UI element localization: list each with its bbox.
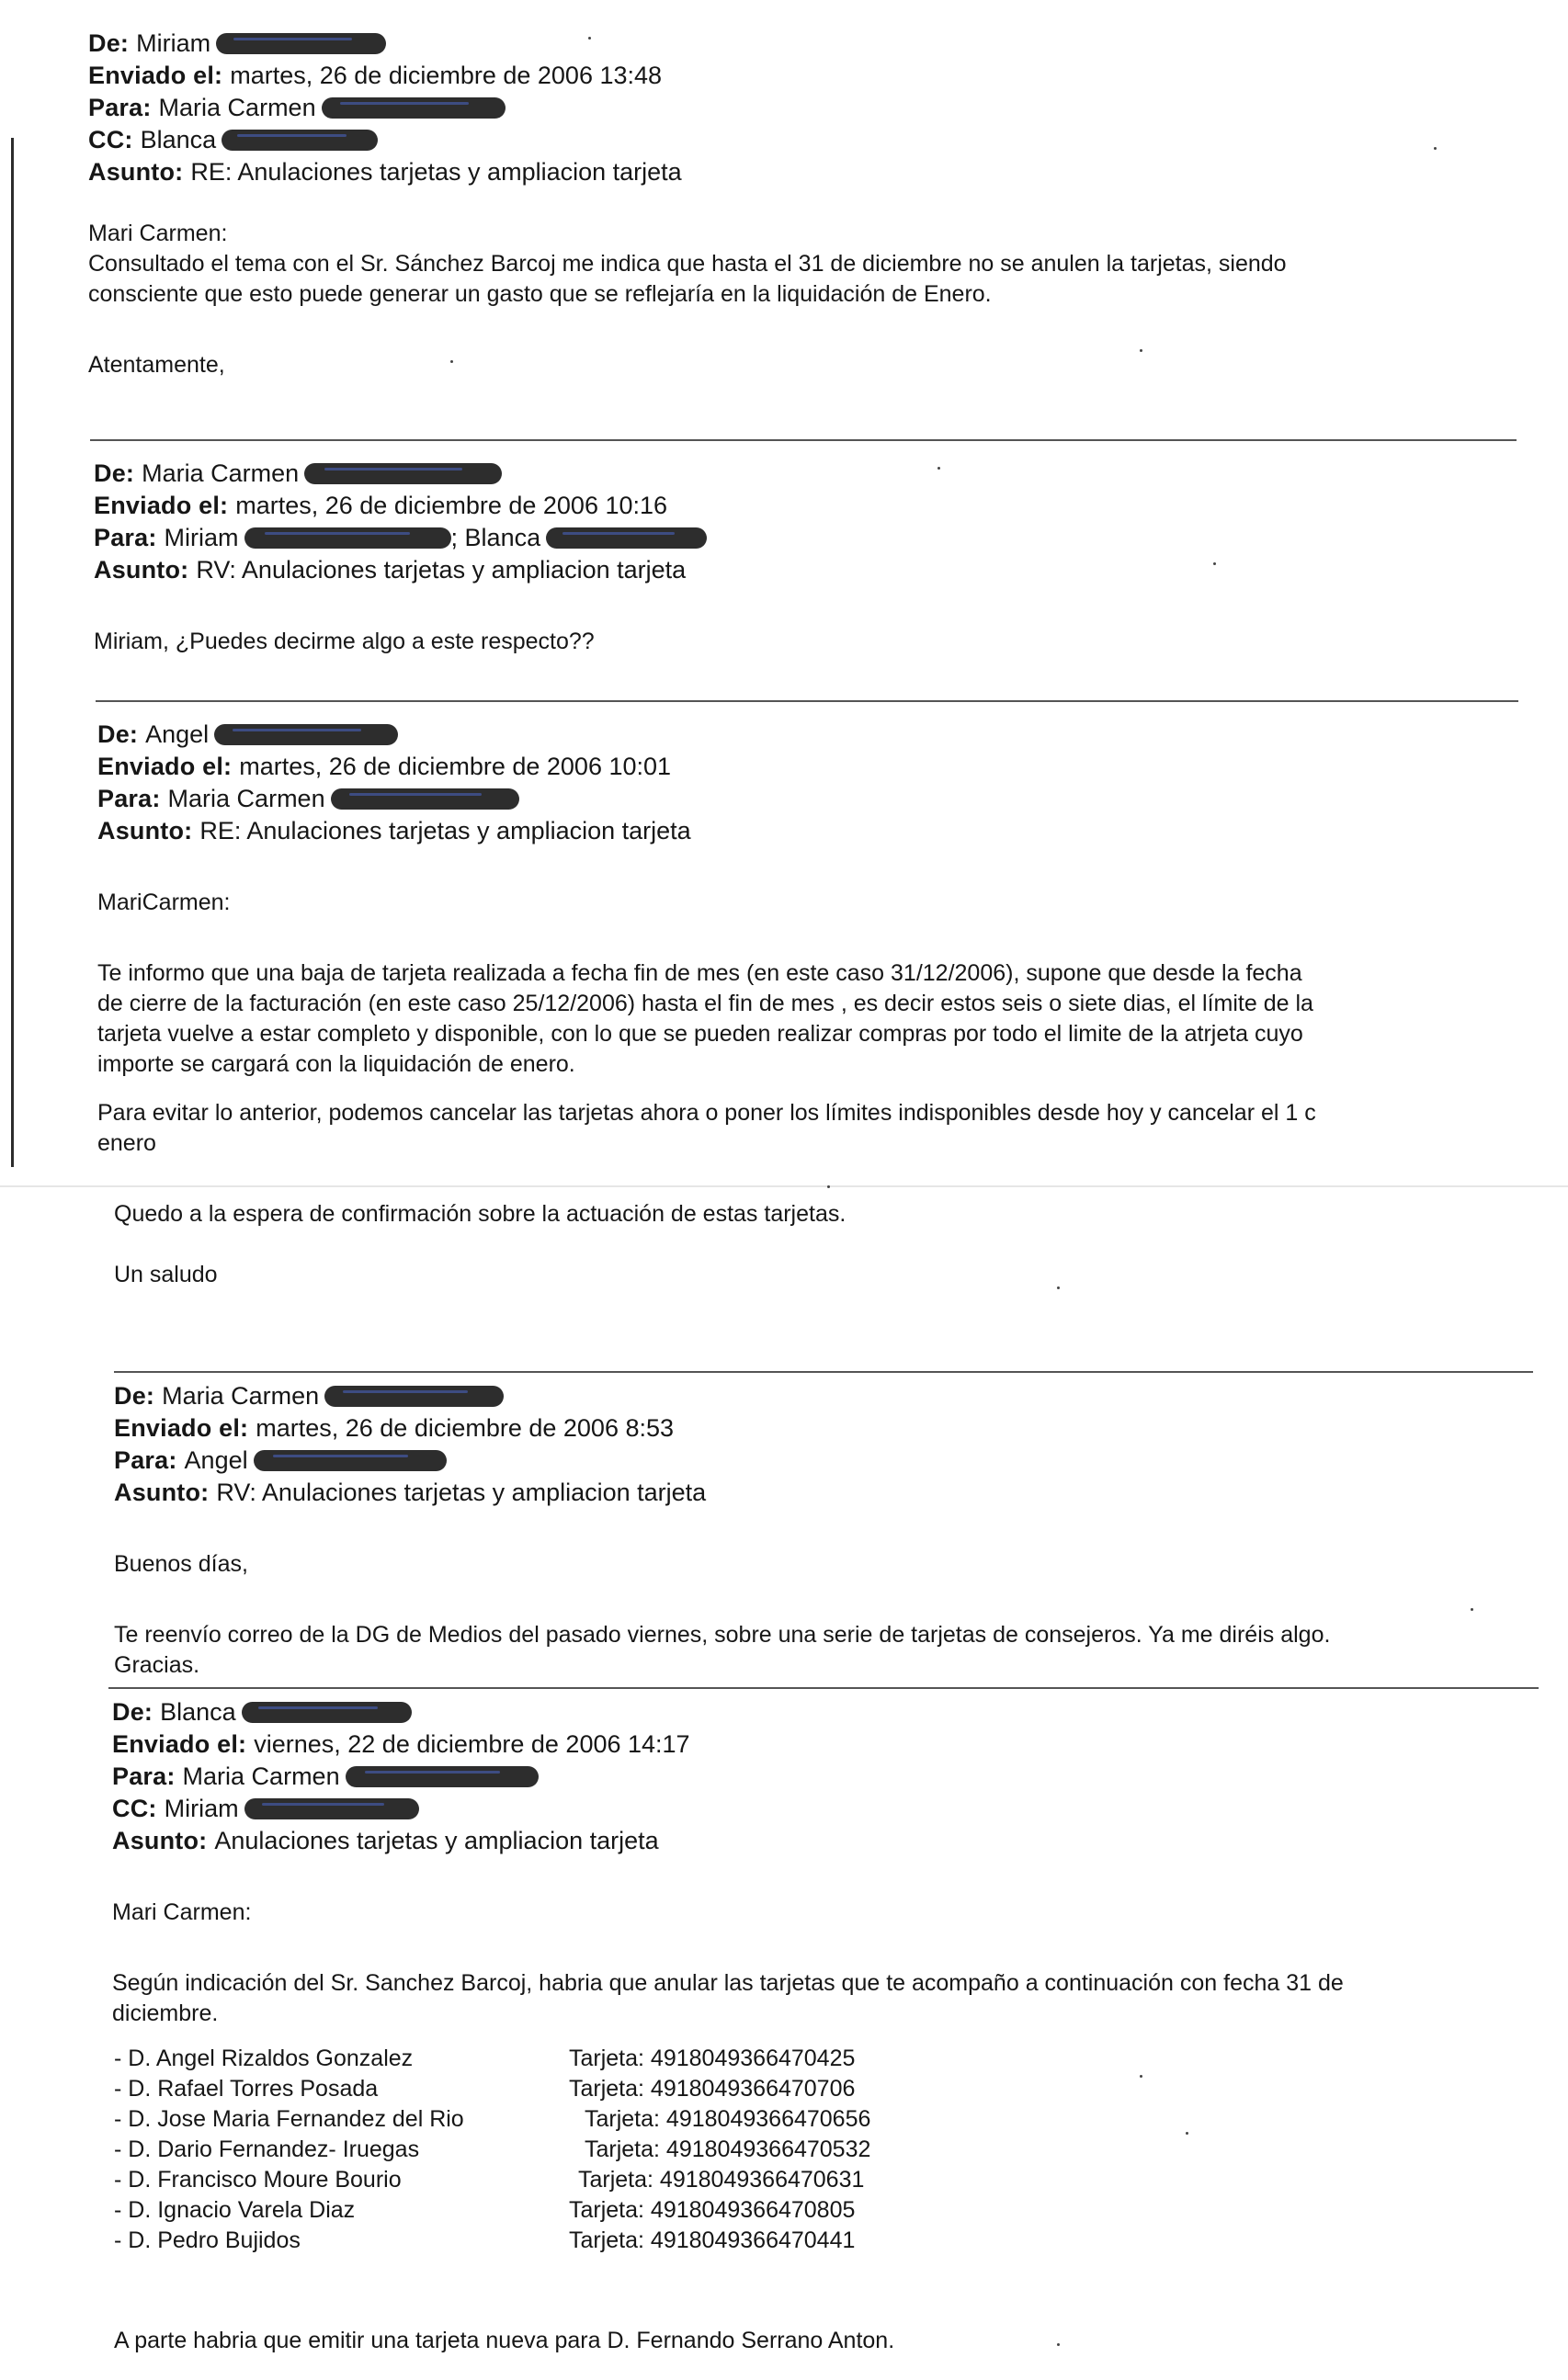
body-line: Según indicación del Sr. Sanchez Barcoj, habria que anular las tarjetas que te acompaño a continuación con fecha 31 de (112, 1970, 1344, 1996)
card-number: Tarjeta: 4918049366470805 (569, 2197, 856, 2223)
to-value: Maria Carmen (182, 1762, 340, 1790)
redaction-mark (216, 33, 386, 54)
sent-field (114, 1412, 1330, 1445)
sent-value: martes, 26 de diciembre de 2006 10:01 (239, 753, 672, 780)
card-row (114, 2074, 870, 2104)
scan-margin-line (11, 138, 14, 1167)
body-line: enero (97, 1130, 156, 1156)
card-holder-name: - D. Rafael Torres Posada (114, 2076, 379, 2102)
message-separator (114, 1371, 1533, 1373)
body-line: diciembre. (112, 2000, 219, 2026)
sent-label: Enviado el: (88, 62, 223, 89)
closing-line: A parte habria que emitir una tarjeta nueva para D. Fernando Serrano Anton. (114, 2328, 895, 2353)
scan-speck (450, 360, 453, 363)
redaction-mark (244, 527, 451, 549)
to-value: Maria Carmen (158, 94, 316, 121)
email-message-4 (114, 1380, 1330, 1681)
subject-field (94, 554, 707, 586)
sent-value: martes, 26 de diciembre de 2006 8:53 (256, 1414, 675, 1442)
card-number: Tarjeta: 4918049366470441 (569, 2227, 856, 2253)
redaction-mark (322, 97, 506, 119)
body-line: MariCarmen: (97, 890, 231, 915)
redaction-mark (304, 463, 502, 484)
message-separator (96, 700, 1518, 702)
to-field (97, 783, 1316, 815)
from-value: Miriam (136, 29, 211, 57)
subject-field (88, 156, 1287, 188)
body-line: Quedo a la espera de confirmación sobre la actuación de estas tarjetas. (114, 1201, 846, 1227)
sent-label: Enviado el: (112, 1730, 247, 1758)
redaction-mark (242, 1702, 412, 1723)
sent-value: viernes, 22 de diciembre de 2006 14:17 (254, 1730, 690, 1758)
sent-value: martes, 26 de diciembre de 2006 10:16 (235, 492, 668, 519)
cc-label: CC: (112, 1795, 157, 1822)
sent-label: Enviado el: (94, 492, 229, 519)
card-holder-name: - D. Angel Rizaldos Gonzalez (114, 2046, 414, 2071)
to-value: Maria Carmen (167, 785, 325, 812)
from-field (97, 719, 1316, 751)
from-field (94, 458, 707, 490)
subject-value: RE: Anulaciones tarjetas y ampliacion tarjeta (199, 817, 691, 844)
redaction-mark (324, 1386, 504, 1407)
card-row (114, 2195, 870, 2226)
redaction-mark (214, 724, 398, 745)
subject-field (97, 815, 1316, 847)
sent-label: Enviado el: (114, 1414, 249, 1442)
body-line: Mari Carmen: (88, 221, 228, 246)
card-row (114, 2044, 870, 2074)
redaction-mark (346, 1766, 539, 1787)
email-message-1 (88, 28, 1287, 380)
subject-label: Asunto: (114, 1479, 210, 1506)
to-field (88, 92, 1287, 124)
card-list (114, 2044, 870, 2256)
to-label: Para: (114, 1446, 177, 1474)
body-line: de cierre de la facturación (en este caso 25/12/2006) hasta el fin de mes , es decir estos seis o siete dias, el límite de la (97, 991, 1313, 1016)
sent-field (97, 751, 1316, 783)
subject-label: Asunto: (97, 817, 193, 844)
redaction-mark (546, 527, 707, 549)
from-label: De: (97, 720, 139, 748)
from-value: Maria Carmen (142, 459, 300, 487)
message-separator (108, 1687, 1539, 1689)
card-number: Tarjeta: 4918049366470532 (585, 2136, 871, 2162)
body-line: Un saludo (114, 1262, 218, 1287)
sent-field (94, 490, 707, 522)
card-number: Tarjeta: 4918049366470631 (578, 2167, 865, 2193)
cc-value: Blanca (140, 126, 217, 153)
to-value: Miriam (164, 524, 239, 551)
body-line: Atentamente, (88, 352, 225, 378)
cc-field (112, 1793, 1344, 1825)
from-label: De: (114, 1382, 155, 1410)
to-label: Para: (94, 524, 157, 551)
sent-field (88, 60, 1287, 92)
scan-speck (937, 467, 940, 470)
scan-speck (1057, 1286, 1060, 1289)
scan-speck (1434, 147, 1437, 150)
from-value: Maria Carmen (162, 1382, 320, 1410)
body-line: importe se cargará con la liquidación de enero. (97, 1051, 575, 1077)
redaction-mark (244, 1798, 419, 1819)
scan-speck (1213, 562, 1216, 565)
subject-value: Anulaciones tarjetas y ampliacion tarjeta (214, 1827, 659, 1854)
subject-label: Asunto: (88, 158, 184, 186)
email-message-3 (97, 719, 1316, 1290)
body-line: consciente que esto puede generar un gasto que se reflejaría en la liquidación de Enero. (88, 281, 992, 307)
from-label: De: (112, 1698, 153, 1726)
from-field (112, 1696, 1344, 1728)
to-extra-value: ; Blanca (450, 524, 541, 551)
card-row (114, 2135, 870, 2165)
sent-value: martes, 26 de diciembre de 2006 13:48 (230, 62, 663, 89)
subject-value: RV: Anulaciones tarjetas y ampliacion tarjeta (216, 1479, 707, 1506)
redaction-mark (254, 1450, 447, 1471)
body-line: Mari Carmen: (112, 1899, 252, 1925)
cc-field (88, 124, 1287, 156)
to-field (114, 1445, 1330, 1477)
message-separator (90, 439, 1517, 441)
scan-speck (827, 1185, 830, 1188)
sent-field (112, 1728, 1344, 1761)
body-line: tarjeta vuelve a estar completo y disponible, con lo que se pueden realizar compras por todo el limite de la atrjeta cuyo (97, 1021, 1303, 1047)
from-label: De: (88, 29, 130, 57)
card-row (114, 2226, 870, 2256)
body-line: Buenos días, (114, 1551, 248, 1577)
card-row (114, 2165, 870, 2195)
cc-label: CC: (88, 126, 133, 153)
subject-label: Asunto: (94, 556, 189, 584)
subject-field (114, 1477, 1330, 1509)
card-holder-name: - D. Jose Maria Fernandez del Rio (114, 2106, 464, 2132)
subject-label: Asunto: (112, 1827, 208, 1854)
from-field (114, 1380, 1330, 1412)
card-row (114, 2104, 870, 2135)
to-field (94, 522, 707, 554)
to-label: Para: (88, 94, 152, 121)
body-line: Consultado el tema con el Sr. Sánchez Barcoj me indica que hasta el 31 de diciembre no se anulen la tarjetas, siendo (88, 251, 1287, 277)
from-value: Blanca (160, 1698, 236, 1726)
from-value: Angel (145, 720, 210, 748)
card-number: Tarjeta: 4918049366470656 (585, 2106, 871, 2132)
subject-value: RV: Anulaciones tarjetas y ampliacion tarjeta (196, 556, 687, 584)
to-label: Para: (97, 785, 161, 812)
card-holder-name: - D. Pedro Bujidos (114, 2227, 301, 2253)
scan-speck (1140, 349, 1142, 352)
card-holder-name: - D. Ignacio Varela Diaz (114, 2197, 356, 2223)
sent-label: Enviado el: (97, 753, 233, 780)
body-line: Te informo que una baja de tarjeta realizada a fecha fin de mes (en este caso 31/12/2006), supone que desde la fecha (97, 960, 1302, 986)
card-holder-name: - D. Dario Fernandez- Iruegas (114, 2136, 420, 2162)
body-line: Te reenvío correo de la DG de Medios del pasado viernes, sobre una serie de tarjetas de consejeros. Ya me diréis algo. (114, 1622, 1331, 1648)
subject-field (112, 1825, 1344, 1857)
from-label: De: (94, 459, 135, 487)
redaction-mark (222, 130, 378, 151)
scan-speck (1186, 2132, 1188, 2135)
body-line: Miriam, ¿Puedes decirme algo a este respecto?? (94, 629, 595, 654)
scan-speck (1471, 1608, 1473, 1611)
body-line: Gracias. (114, 1652, 200, 1678)
scan-speck (588, 37, 591, 40)
scan-speck (1057, 2343, 1060, 2346)
to-label: Para: (112, 1762, 176, 1790)
card-number: Tarjeta: 4918049366470425 (569, 2046, 856, 2071)
email-message-2 (94, 458, 707, 657)
card-holder-name: - D. Francisco Moure Bourio (114, 2167, 402, 2193)
subject-value: RE: Anulaciones tarjetas y ampliacion tarjeta (190, 158, 682, 186)
cc-value: Miriam (164, 1795, 239, 1822)
from-field (88, 28, 1287, 60)
to-value: Angel (184, 1446, 248, 1474)
email-message-5 (112, 1696, 1344, 2029)
redaction-mark (331, 788, 519, 810)
body-line: Para evitar lo anterior, podemos cancelar las tarjetas ahora o poner los límites indisponibles desde hoy y cancelar el 1 c (97, 1100, 1316, 1126)
scan-speck (1140, 2075, 1142, 2078)
to-field (112, 1761, 1344, 1793)
card-number: Tarjeta: 4918049366470706 (569, 2076, 856, 2102)
